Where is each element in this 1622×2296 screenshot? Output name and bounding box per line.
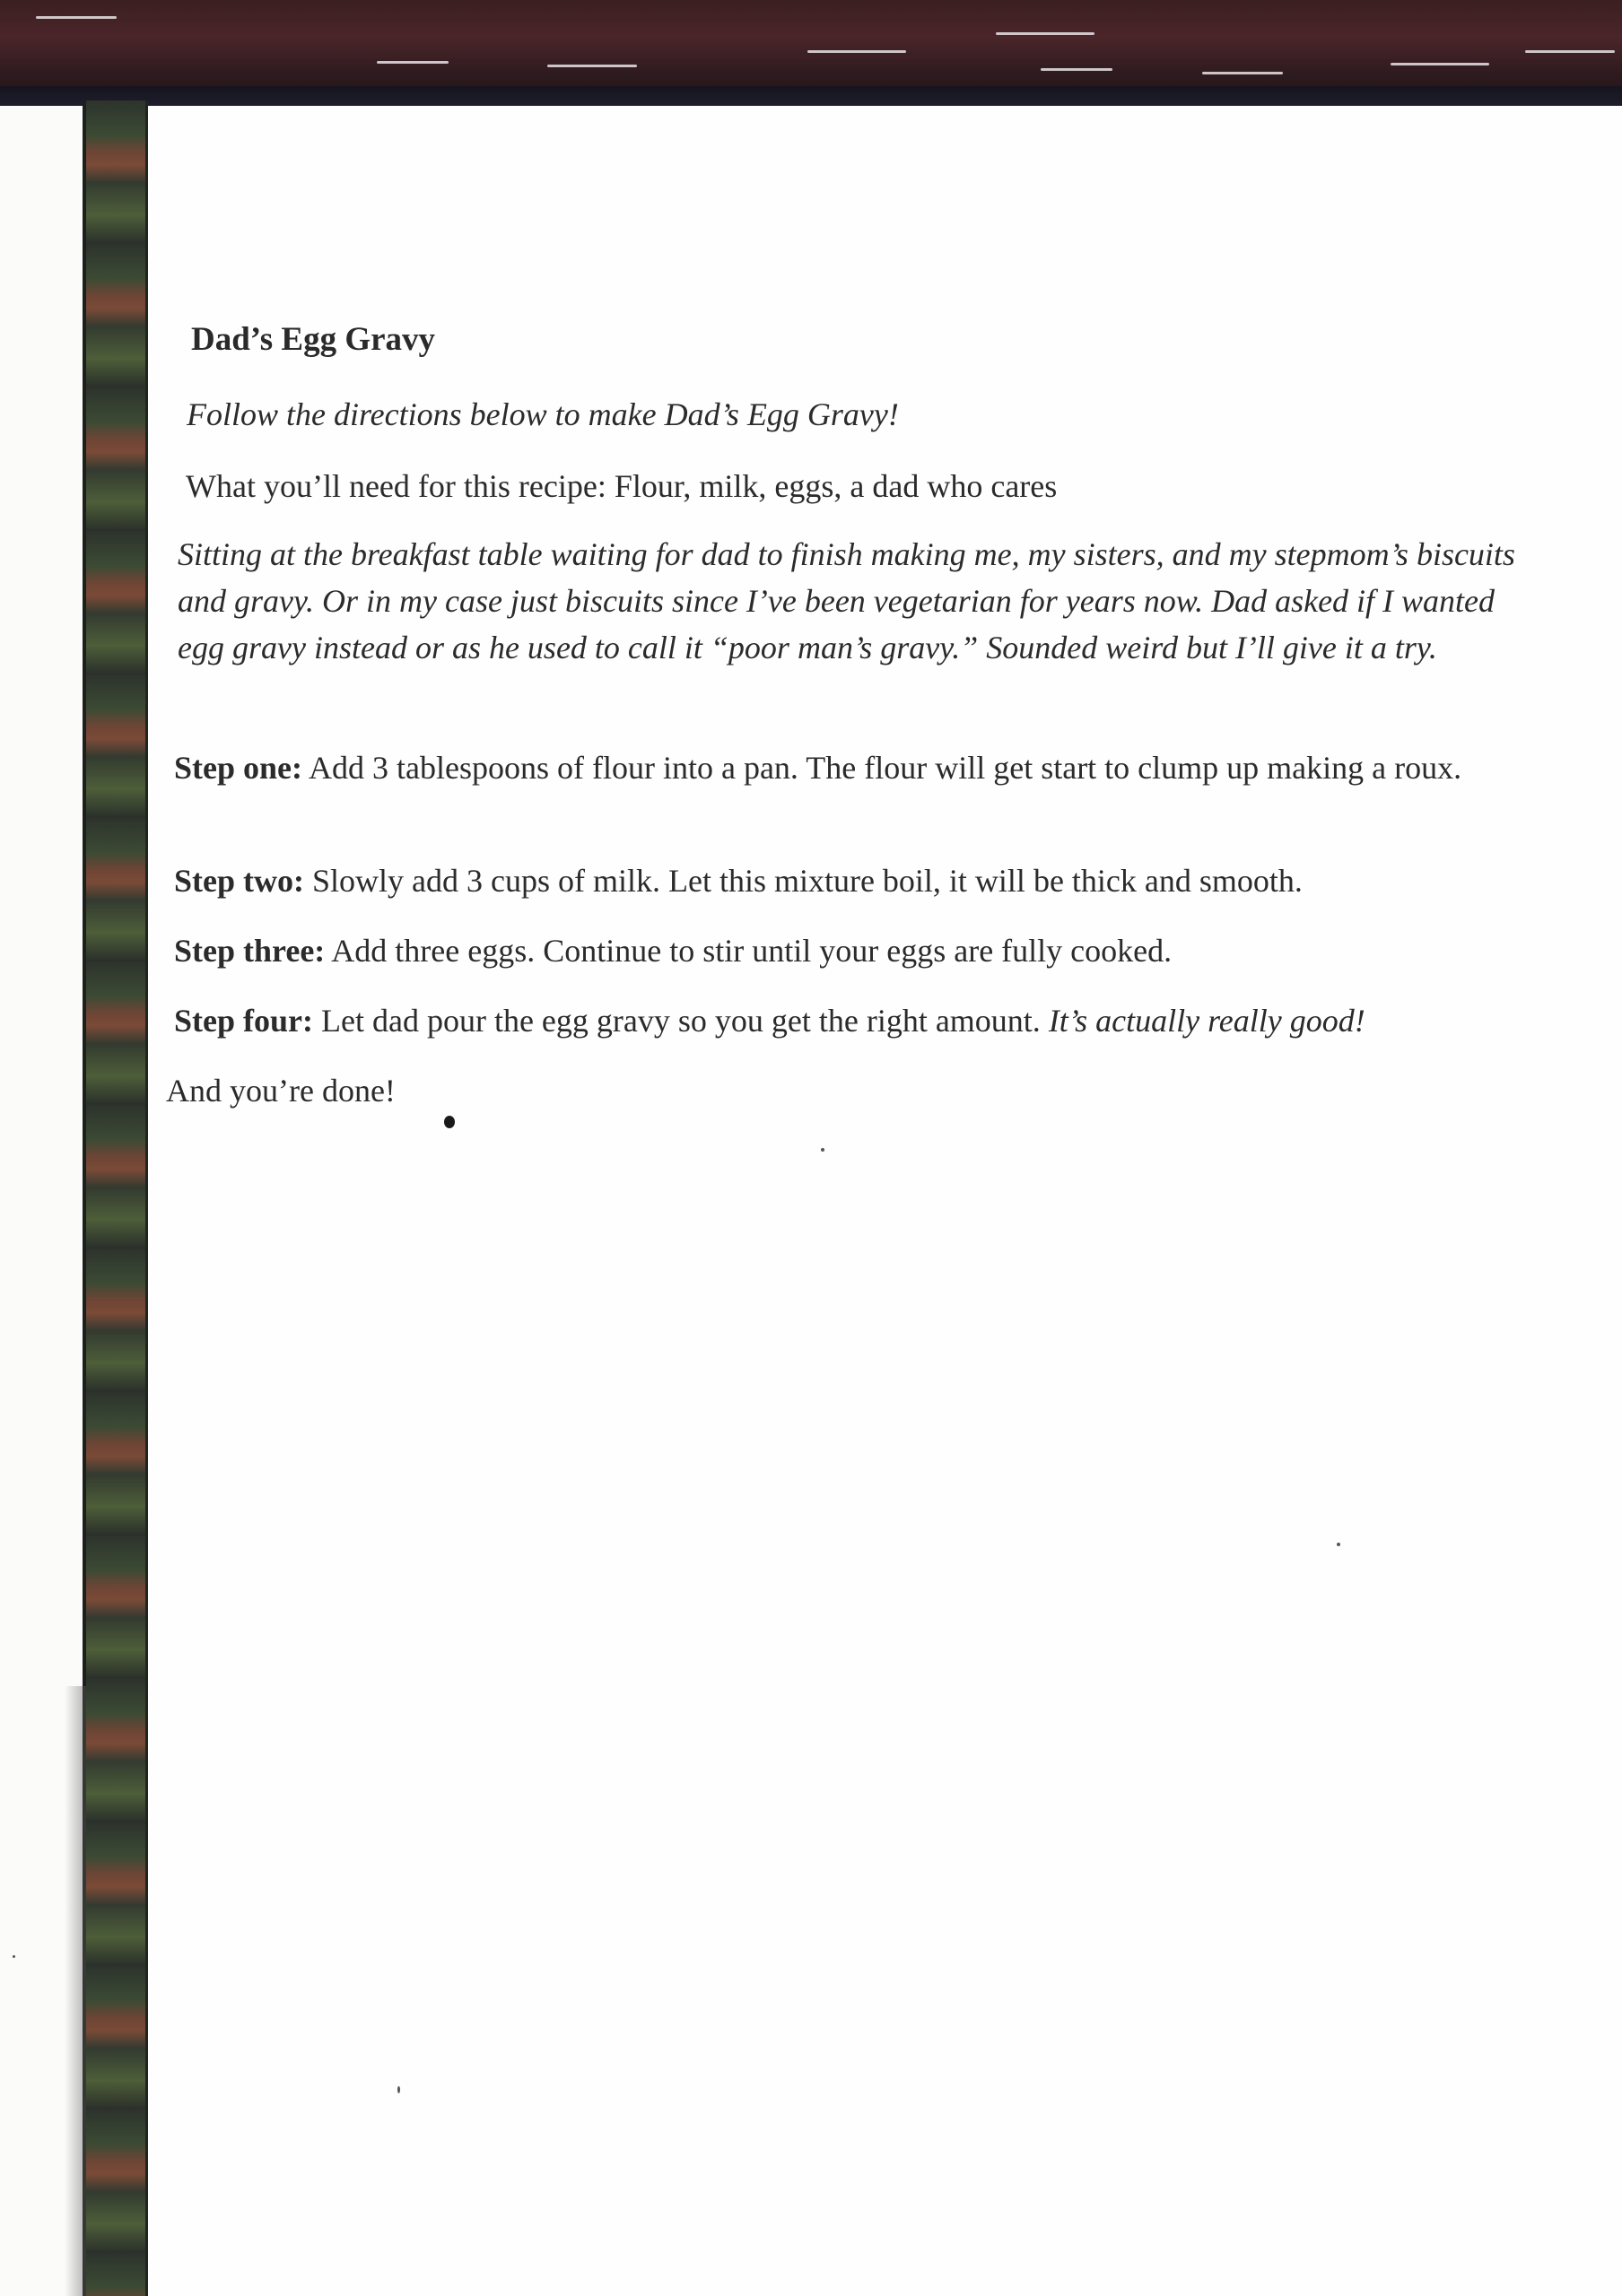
step-two xyxy=(174,857,1502,904)
ribbon-shadow xyxy=(65,1686,86,2296)
stitch-mark xyxy=(807,50,906,53)
ink-dot xyxy=(444,1116,455,1128)
recipe-title: Dad’s Egg Gravy xyxy=(191,321,436,358)
step-emphasis: It’s actually really good! xyxy=(1048,1003,1365,1039)
step-one xyxy=(174,744,1502,791)
step-label: Step one: xyxy=(174,750,302,786)
ingredients-line: What you’ll need for this recipe: Flour, milk, eggs, a dad who cares xyxy=(186,468,1058,504)
stitch-mark xyxy=(1202,72,1283,74)
stitch-mark xyxy=(1525,50,1615,53)
paper-speck xyxy=(1337,1543,1340,1546)
top-binding-band xyxy=(0,0,1622,106)
step-text: Slowly add 3 cups of milk. Let this mixture boil, it will be thick and smooth. xyxy=(303,863,1303,899)
paper-speck xyxy=(821,1148,824,1152)
step-text: Add 3 tablespoons of flour into a pan. The flour will get start to clump up making a roux. xyxy=(302,750,1462,786)
step-text: Let dad pour the egg gravy so you get the right amount. xyxy=(313,1003,1049,1039)
closing-line: And you’re done! xyxy=(166,1073,396,1109)
stitch-mark xyxy=(36,16,117,19)
stitch-mark xyxy=(1041,68,1112,71)
step-three xyxy=(174,927,1502,974)
recipe-story: Sitting at the breakfast table waiting for dad to finish making me, my sisters, and my stepmom’s biscuits and gravy. Or in my case just biscuits since I’ve been vegetarian for years now. Dad asked if I wanted egg gravy instead or as he used to call it “poor man’s gravy.” Sounded weird but I’ll give it a try. xyxy=(178,536,1515,665)
step-label: Step two: xyxy=(174,863,304,899)
paper-speck xyxy=(397,2086,400,2093)
recipe-intro: Follow the directions below to make Dad’s Egg Gravy! xyxy=(187,396,899,432)
step-label: Step three: xyxy=(174,933,326,969)
decorative-ribbon xyxy=(83,100,148,2296)
stitch-mark xyxy=(547,65,637,67)
step-text: Add three eggs. Continue to stir until your eggs are fully cooked. xyxy=(325,933,1173,969)
stitch-mark xyxy=(1391,63,1489,65)
stitch-mark xyxy=(377,61,449,64)
step-four xyxy=(174,997,1502,1044)
paper-speck xyxy=(13,1955,15,1958)
step-label: Step four: xyxy=(174,1003,313,1039)
stitch-mark xyxy=(996,32,1094,35)
